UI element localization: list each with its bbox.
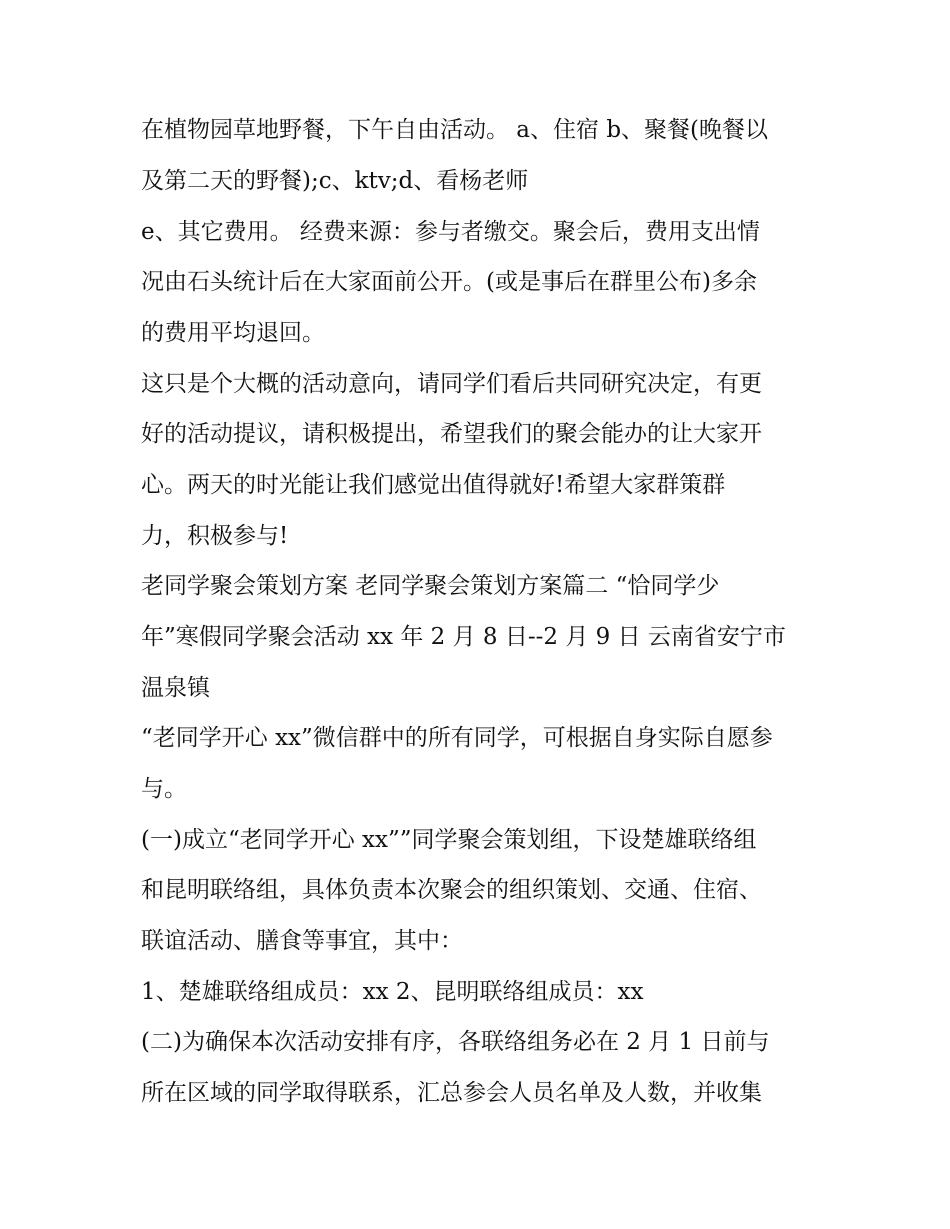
text-line: 与。 — [141, 776, 187, 802]
text-line: 老同学聚会策划方案 老同学聚会策划方案篇二 “恰同学少 — [141, 573, 720, 599]
text-line: 这只是个大概的活动意向，请同学们看后共同研究决定，有更 — [141, 371, 762, 397]
text-line: 好的活动提议，请积极提出，希望我们的聚会能办的让大家开 — [141, 421, 762, 447]
text-line: 况由石头统计后在大家面前公开。(或是事后在群里公布)多余 — [141, 269, 757, 295]
text-line: 力，积极参与! — [141, 523, 289, 549]
text-line: 心。两天的时光能让我们感觉出值得就好!希望大家群策群 — [141, 472, 726, 498]
text-line: 1、楚雄联络组成员：xx 2、昆明联络组成员：xx — [141, 979, 644, 1005]
text-line: 及第二天的野餐);c、ktv;d、看杨老师 — [141, 168, 529, 194]
text-line: “老同学开心 xx”微信群中的所有同学，可根据自身实际自愿参 — [141, 725, 773, 751]
text-line: 在植物园草地野餐，下午自由活动。 a、住宿 b、聚餐(晚餐以 — [141, 117, 769, 143]
text-line: 联谊活动、膳食等事宜，其中： — [141, 928, 463, 954]
text-line: e、其它费用。 经费来源：参与者缴交。聚会后，费用支出情 — [141, 219, 760, 245]
text-line: 所在区域的同学取得联系，汇总参会人员名单及人数，并收集 — [141, 1080, 762, 1106]
text-line: 年”寒假同学聚会活动 xx 年 2 月 8 日--2 月 9 日 云南省安宁市 — [141, 624, 786, 650]
text-line: 和昆明联络组，具体负责本次聚会的组织策划、交通、住宿、 — [141, 877, 762, 903]
text-line: (二)为确保本次活动安排有序，各联络组务必在 2 月 1 日前与 — [141, 1029, 770, 1055]
text-line: 的费用平均退回。 — [141, 320, 325, 346]
text-line: 温泉镇 — [141, 675, 210, 701]
text-line: (一)成立“老同学开心 xx””同学聚会策划组，下设楚雄联络组 — [141, 827, 757, 853]
